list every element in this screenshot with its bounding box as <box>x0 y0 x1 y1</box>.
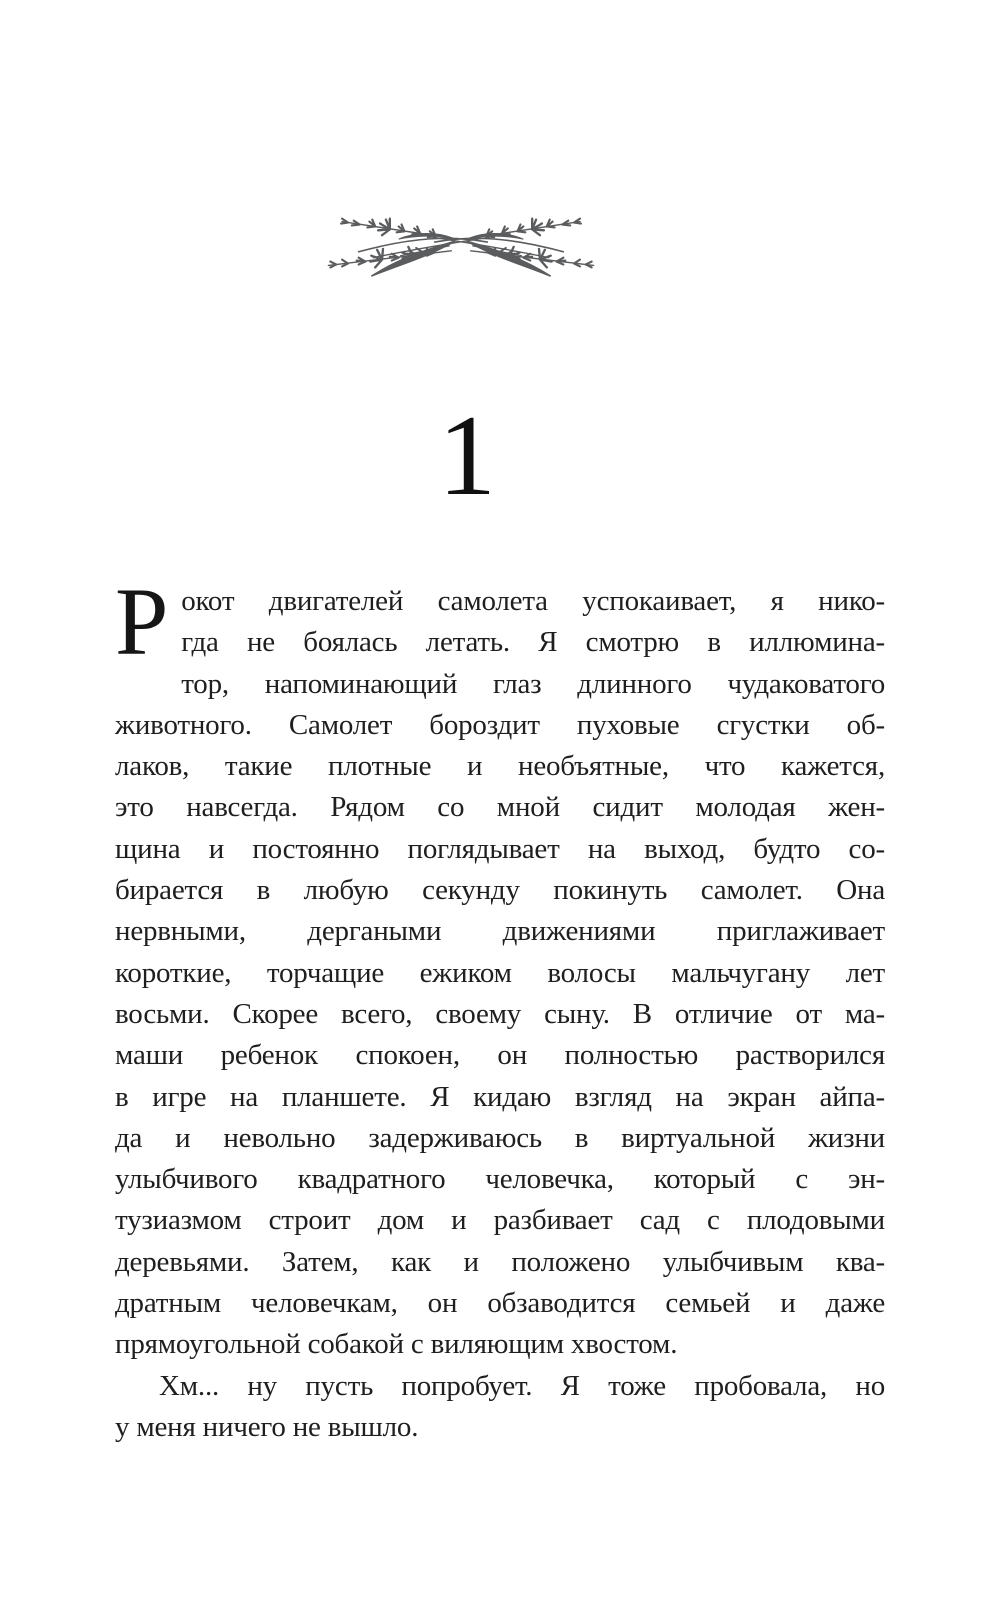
text-line: прямоугольной собакой с виляющим хвостом. <box>115 1328 678 1361</box>
lavender-divider-icon <box>305 208 617 280</box>
text-line: щина и постоянно поглядывает на выход, будто со- <box>115 832 885 865</box>
text-line: нервными, дергаными движениями приглаживает <box>115 915 885 948</box>
text-line: дратным человечкам, он обзаводится семьей и даже <box>115 1287 885 1320</box>
drop-cap: Р <box>115 568 169 675</box>
text-line: Хм... ну пусть попробует. Я тоже пробовала, но <box>159 1369 885 1402</box>
text-line: тор, напоминающий глаз длинного чудаковатого <box>181 667 885 700</box>
chapter-text <box>115 568 885 1448</box>
text-line: тузиазмом строит дом и разбивает сад с плодовыми <box>115 1204 885 1237</box>
text-line: короткие, торчащие ежиком волосы мальчугану лет <box>115 956 885 989</box>
text-line: гда не боялась летать. Я смотрю в иллюмина- <box>181 626 885 659</box>
chapter-number <box>0 392 1000 520</box>
text-line: у меня ничего не вышло. <box>115 1410 419 1443</box>
text-line: деревьями. Затем, как и положено улыбчивым ква- <box>115 1245 885 1278</box>
text-line: окот двигателей самолета успокаивает, я нико- <box>181 585 885 617</box>
text-line: улыбчивого квадратного человечка, который с эн- <box>115 1163 885 1196</box>
text-line: восьми. Скорее всего, своему сыну. В отличие от ма- <box>115 997 885 1030</box>
text-line: бирается в любую секунду покинуть самолет. Она <box>115 874 885 907</box>
lavender-divider-svg <box>305 208 617 280</box>
paragraph <box>115 1366 885 1449</box>
text-line: это навсегда. Рядом со мной сидит молодая жен- <box>115 791 885 824</box>
text-line: лаков, такие плотные и необъятные, что кажется, <box>115 750 885 783</box>
chapter-number-digit: 1 <box>438 392 496 520</box>
text-line: да и невольно задерживаюсь в виртуальной жизни <box>115 1121 885 1154</box>
paragraph <box>115 568 885 1366</box>
text-line: в игре на планшете. Я кидаю взгляд на экран айпа- <box>115 1080 885 1113</box>
text-line: маши ребенок спокоен, он полностью растворился <box>115 1039 885 1072</box>
text-line: животного. Самолет бороздит пуховые сгустки об- <box>115 708 885 741</box>
